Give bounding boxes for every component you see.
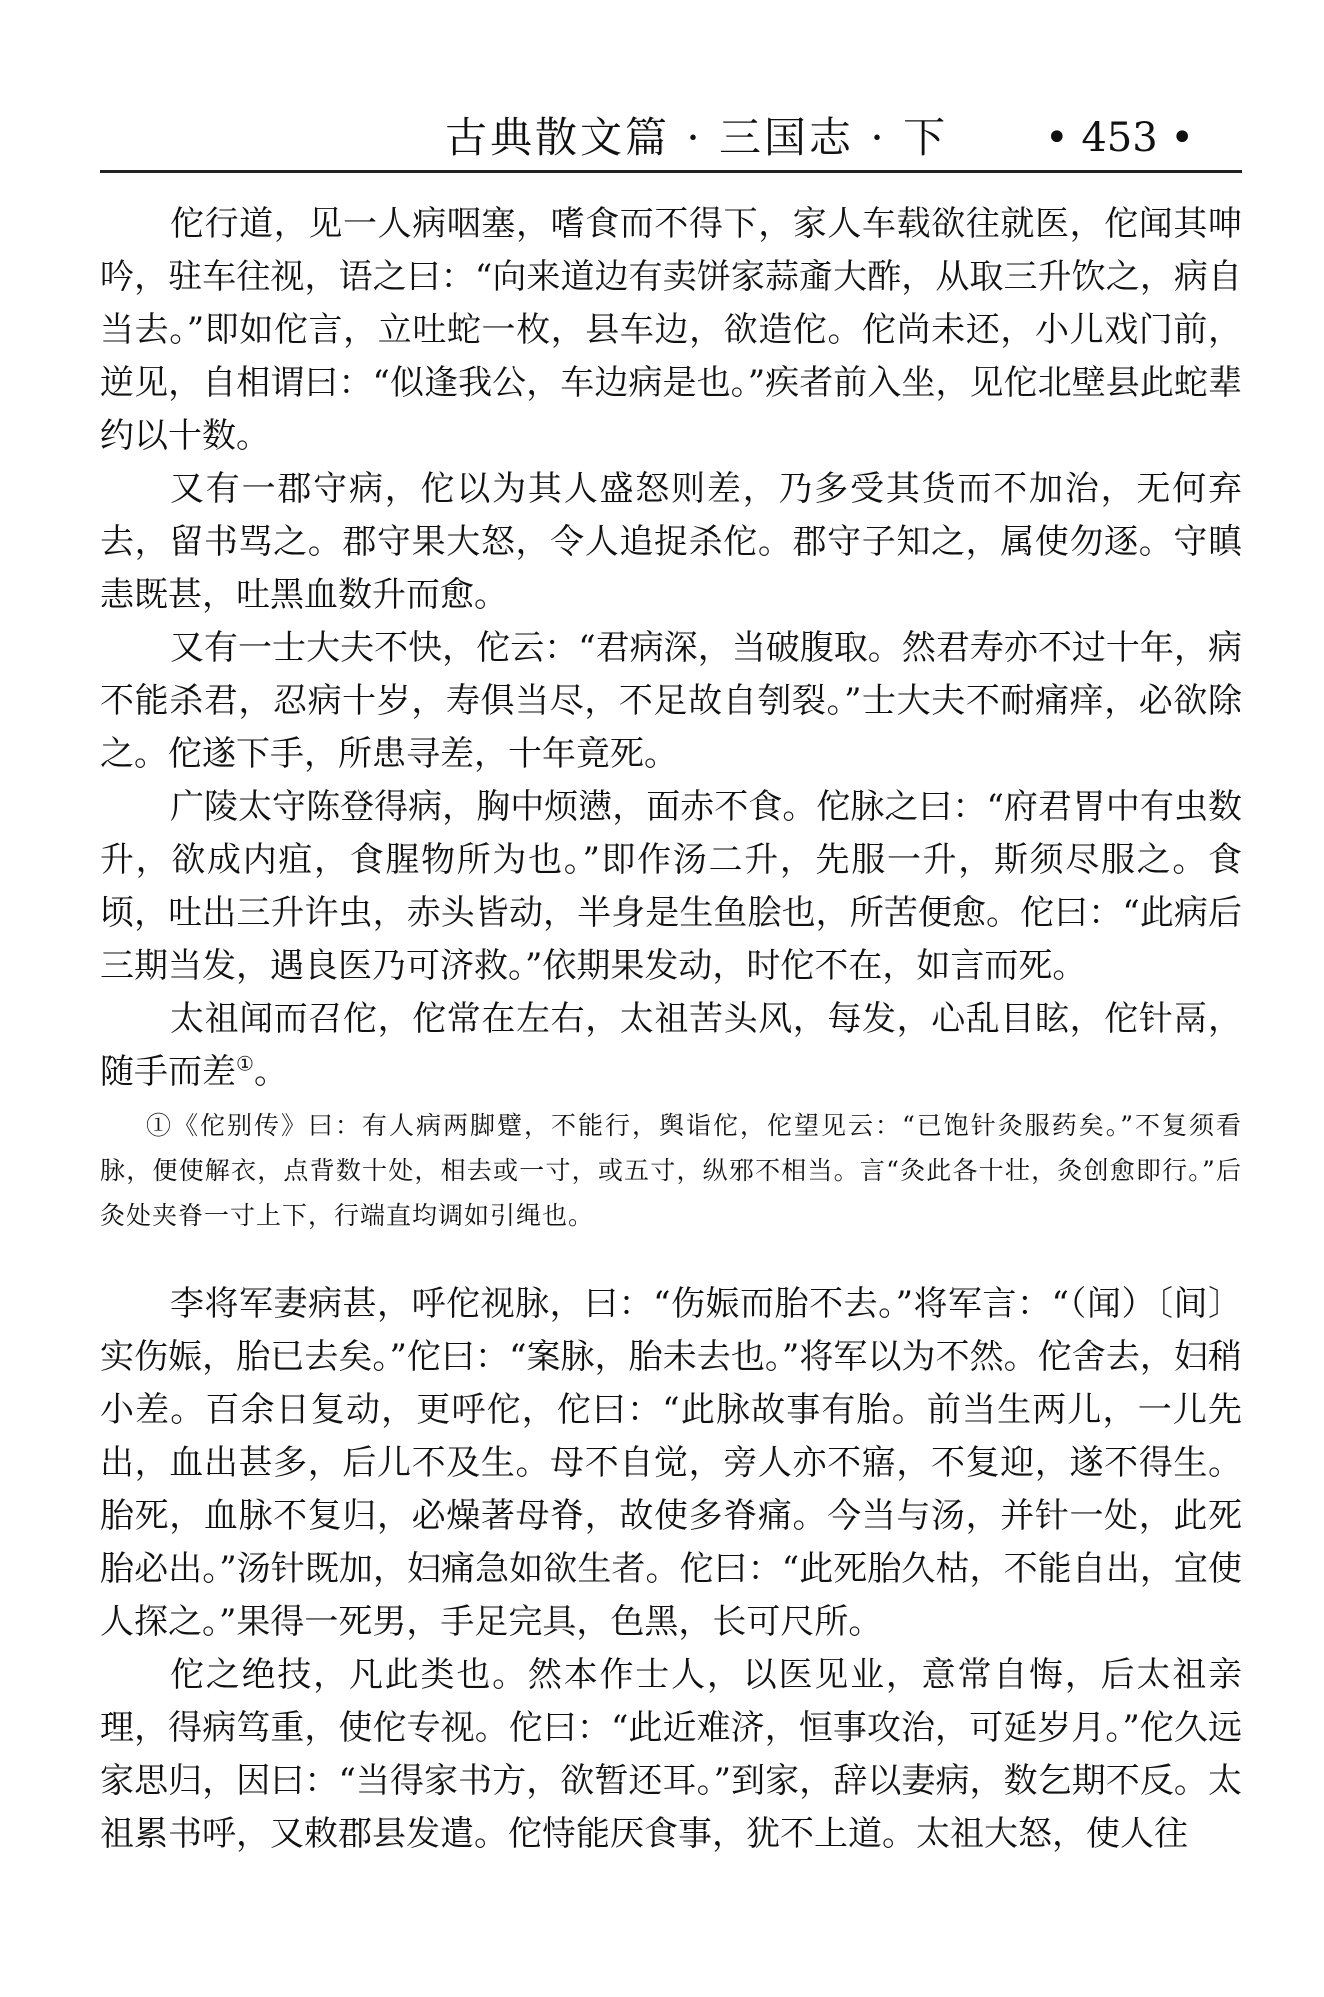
section-gap	[100, 1238, 1242, 1278]
footnote: ①《佗别传》曰：有人病两脚躄，不能行，舆诣佗，佗望见云：“已饱针灸服药矣。”不复须看脉，便使解衣，点背数十处，相去或一寸，或五寸，纵邪不相当。言“灸此各十壮，灸创愈即行。”后灸处夹脊一寸上下，行端直均调如引绳也。	[100, 1111, 1242, 1230]
paragraph-5	[100, 993, 1242, 1099]
footnote-reference[interactable]: ①	[236, 1051, 254, 1076]
paragraph-5-end: 。	[253, 1052, 288, 1092]
body-text	[100, 198, 1242, 1861]
page-number: • 453 •	[1045, 115, 1194, 161]
paragraph-3: 又有一士大夫不快，佗云：“君病深，当破腹取。然君寿亦不过十年，病不能杀君，忍病十岁，寿俱当尽，不足故自刳裂。”士大夫不耐痛痒，必欲除之。佗遂下手，所患寻差，十年竟死。	[100, 628, 1242, 774]
paragraph-1: 佗行道，见一人病咽塞，嗜食而不得下，家人车载欲往就医，佗闻其呻吟，驻车往视，语之曰：“向来道边有卖饼家蒜齑大酢，从取三升饮之，病自当去。”即如佗言，立吐蛇一枚，县车边，欲造佗。佗尚未还，小儿戏门前，逆见，自相谓曰：“似逢我公，车边病是也。”疾者前入坐，见佗北壁县此蛇辈约以十数。	[100, 204, 1242, 456]
running-header-title: 古典散文篇 · 三国志 · 下	[445, 113, 949, 162]
paragraph-4: 广陵太守陈登得病，胸中烦懑，面赤不食。佗脉之曰：“府君胃中有虫数升，欲成内疽，食腥物所为也。”即作汤二升，先服一升，斯须尽服之。食顷，吐出三升许虫，赤头皆动，半身是生鱼脍也，所苦便愈。佗曰：“此病后三期当发，遇良医乃可济救。”依期果发动，时佗不在，如言而死。	[100, 787, 1242, 986]
running-header	[100, 108, 1242, 172]
paragraph-2: 又有一郡守病，佗以为其人盛怒则差，乃多受其货而不加治，无何弃去，留书骂之。郡守果大怒，令人追捉杀佗。郡守子知之，属使勿逐。守瞋恚既甚，吐黑血数升而愈。	[100, 469, 1242, 615]
paragraph-5-text: 太祖闻而召佗，佗常在左右，太祖苦头风，每发，心乱目眩，佗针鬲，随手而差	[100, 999, 1242, 1092]
paragraph-7: 佗之绝技，凡此类也。然本作士人，以医见业，意常自悔，后太祖亲理，得病笃重，使佗专视。佗曰：“此近难济，恒事攻治，可延岁月。”佗久远家思归，因曰：“当得家书方，欲暂还耳。”到家，辞以妻病，数乞期不反。太祖累书呼，又敕郡县发遣。佗恃能厌食事，犹不上道。太祖大怒，使人往	[100, 1655, 1242, 1854]
paragraph-6: 李将军妻病甚，呼佗视脉，曰：“伤娠而胎不去。”将军言：“（闻）〔间〕实伤娠，胎已去矣。”佗曰：“案脉，胎未去也。”将军以为不然。佗舍去，妇稍小差。百余日复动，更呼佗，佗曰：“此脉故事有胎。前当生两儿，一儿先出，血出甚多，后儿不及生。母不自觉，旁人亦不寤，不复迎，遂不得生。胎死，血脉不复归，必燥著母脊，故使多脊痛。今当与汤，并针一处，此死胎必出。”汤针既加，妇痛急如欲生者。佗曰：“此死胎久枯，不能自出，宜使人探之。”果得一死男，手足完具，色黑，长可尺所。	[100, 1284, 1242, 1642]
header-divider	[100, 170, 1242, 173]
